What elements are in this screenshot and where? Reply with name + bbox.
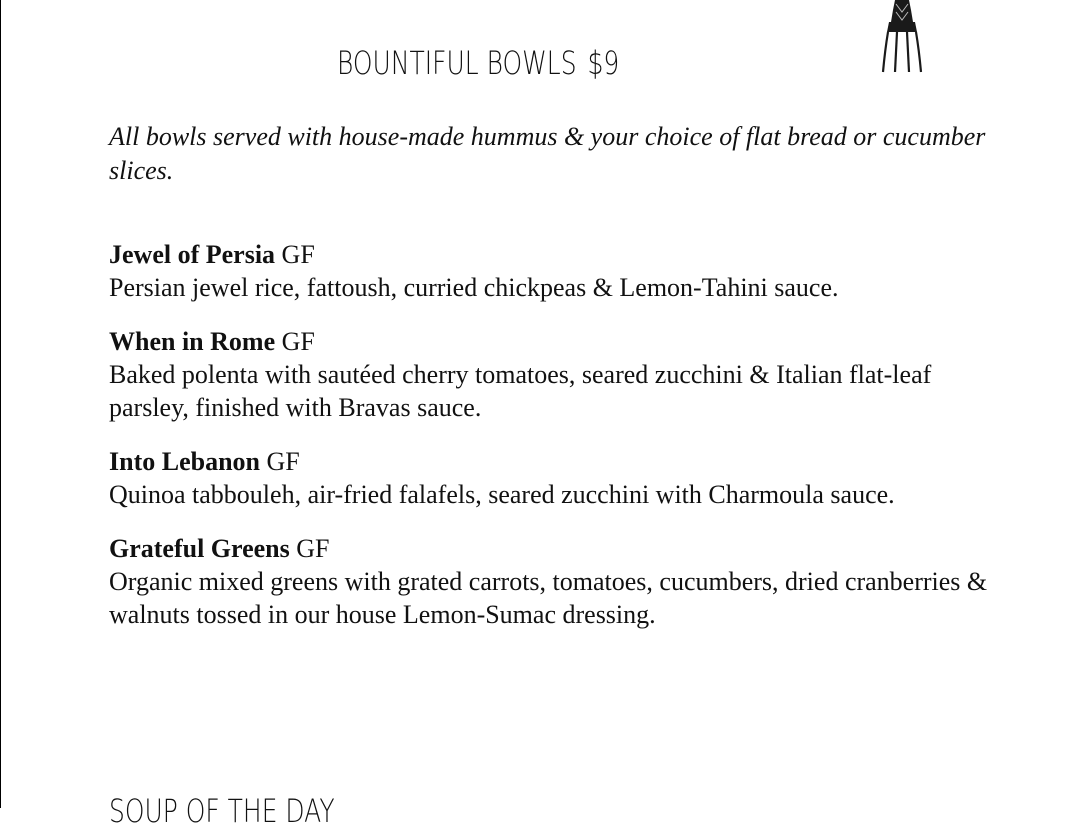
item-tag: GF [281,240,315,269]
section-title-text: BOUNTIFUL BOWLS [337,44,577,82]
item-name: Jewel of Persia [109,240,276,269]
menu-item [109,325,989,424]
item-tag: GF [296,534,330,563]
section-intro: All bowls served with house-made hummus & your choice of flat bread or cucumber slices. [109,122,986,185]
item-description: Quinoa tabbouleh, air-fried falafels, seared zucchini with Charmoula sauce. [109,480,895,509]
menu-item [109,238,989,304]
item-tag: GF [281,327,315,356]
item-description: Organic mixed greens with grated carrots, tomatoes, cucumbers, dried cranberries & walnuts tossed in our house Lemon-Sumac dressing. [109,567,988,629]
item-description: Baked polenta with sautéed cherry tomatoes, seared zucchini & Italian flat-leaf parsley, finished with Bravas sauce. [109,360,932,422]
item-tag: GF [266,447,300,476]
menu-item [109,445,989,511]
next-section-title: SOUP OF THE DAY [109,792,335,830]
section-price: $9 [587,44,620,82]
fork-logo-icon [877,0,927,76]
item-description: Persian jewel rice, fattoush, curried chickpeas & Lemon-Tahini sauce. [109,273,839,302]
item-name: Into Lebanon [109,447,260,476]
menu-items-list [109,238,989,652]
item-name: When in Rome [109,327,276,356]
section-title [337,44,619,82]
menu-item [109,532,989,631]
item-name: Grateful Greens [109,534,290,563]
